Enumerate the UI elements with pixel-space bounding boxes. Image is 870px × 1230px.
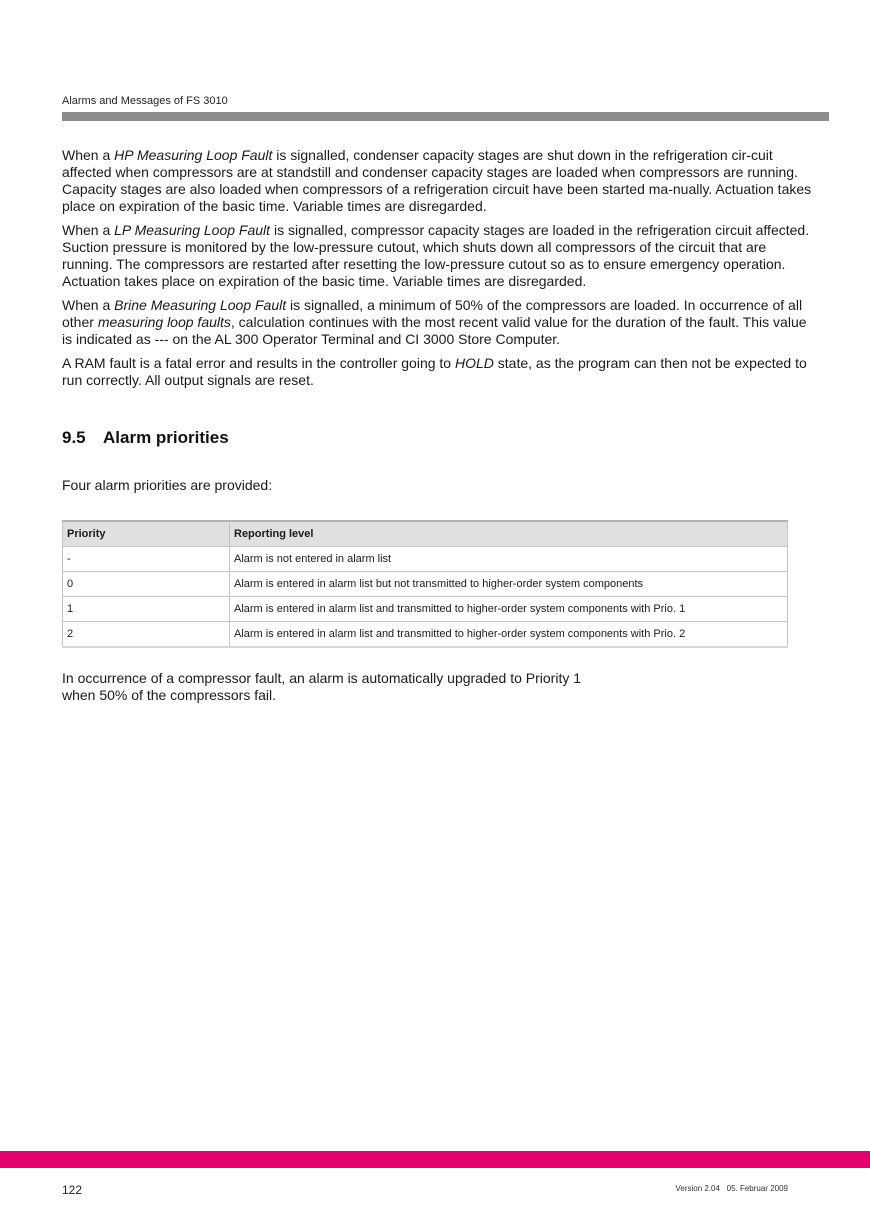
reporting-level-cell: Alarm is not entered in alarm list (230, 547, 788, 572)
paragraph-hp-fault (62, 147, 812, 215)
table-row (63, 547, 788, 572)
emphasis-hp-fault: HP Measuring Loop Fault (114, 147, 273, 163)
column-header-priority: Priority (63, 521, 230, 547)
emphasis-hold: HOLD (454, 355, 494, 371)
closing-line-1: In occurrence of a compressor fault, an alarm is automatically upgraded to Priority 1 (62, 670, 582, 686)
reporting-level-cell: Alarm is entered in alarm list and transmitted to higher-order system components with Prio. 2 (230, 622, 788, 648)
priority-cell: 2 (63, 622, 230, 648)
closing-line-2: when 50% of the compressors fail. (62, 687, 276, 703)
page-number: 122 (62, 1183, 83, 1197)
text-segment: state, as the program can then not be expected to run correctly. All output signals are reset. (62, 355, 807, 388)
alarm-priority-table (62, 520, 788, 648)
table-row (63, 622, 788, 648)
text-segment: When a (62, 297, 115, 313)
table-row (63, 597, 788, 622)
section-title: Alarm priorities (103, 428, 229, 447)
table-header-row (63, 521, 788, 547)
reporting-level-cell: Alarm is entered in alarm list but not transmitted to higher-order system components (230, 572, 788, 597)
paragraph-lp-fault (62, 222, 812, 290)
priority-cell: - (63, 547, 230, 572)
reporting-level-cell: Alarm is entered in alarm list and transmitted to higher-order system components with Prio. 1 (230, 597, 788, 622)
running-header: Alarms and Messages of FS 3010 (62, 95, 228, 107)
text-segment: A RAM fault is a fatal error and results in the controller going to (62, 355, 455, 371)
paragraph-brine-fault (62, 297, 812, 348)
section-number: 9.5 (62, 428, 86, 447)
header-divider-bar (62, 112, 829, 121)
body-text (62, 147, 812, 396)
emphasis-lp-fault: LP Measuring Loop Fault (114, 222, 271, 238)
text-segment: When a (62, 222, 115, 238)
closing-paragraph (62, 670, 662, 704)
text-segment: is signalled, condenser capacity stages are shut down in the refrigeration cir-cuit affected when compressors are at standstill and condenser capacity stages are loaded when compressors are running. Capacity stages are also loaded when compressors of a refrigeration circuit have been started ma-nually. Actuation takes place on expiration of the basic time. Variable times are disregarded. (62, 147, 812, 214)
paragraph-ram-fault (62, 355, 812, 389)
text-segment: is signalled, a minimum of 50% of the compressors are loaded. In occurrence of all other (62, 297, 803, 330)
text-segment: is signalled, compressor capacity stages are loaded in the refrigeration circuit affected. Suction pressure is monitored by the low-pressure cutout, which shuts down all compressors of the circuit that are running. The compressors are restarted after resetting the low-pressure cutout so as to ensure emergency operation. Actuation takes place on expiration of the basic time. Variable times are disregarded. (62, 222, 810, 289)
text-segment: When a (62, 147, 115, 163)
footer-accent-bar (0, 1151, 870, 1168)
priority-cell: 0 (63, 572, 230, 597)
version-date: Version 2.04 05. Februar 2009 (675, 1184, 788, 1193)
emphasis-measuring-loop-faults: measuring loop faults (97, 314, 231, 330)
section-intro: Four alarm priorities are provided: (62, 477, 273, 493)
column-header-reporting-level: Reporting level (230, 521, 788, 547)
table-row (63, 572, 788, 597)
section-heading (62, 428, 229, 448)
text-segment: , calculation continues with the most recent valid value for the duration of the fault. This value is indicated as --- on the AL 300 Operator Terminal and CI 3000 Store Computer. (62, 314, 807, 347)
priority-cell: 1 (63, 597, 230, 622)
emphasis-brine-fault: Brine Measuring Loop Fault (114, 297, 287, 313)
